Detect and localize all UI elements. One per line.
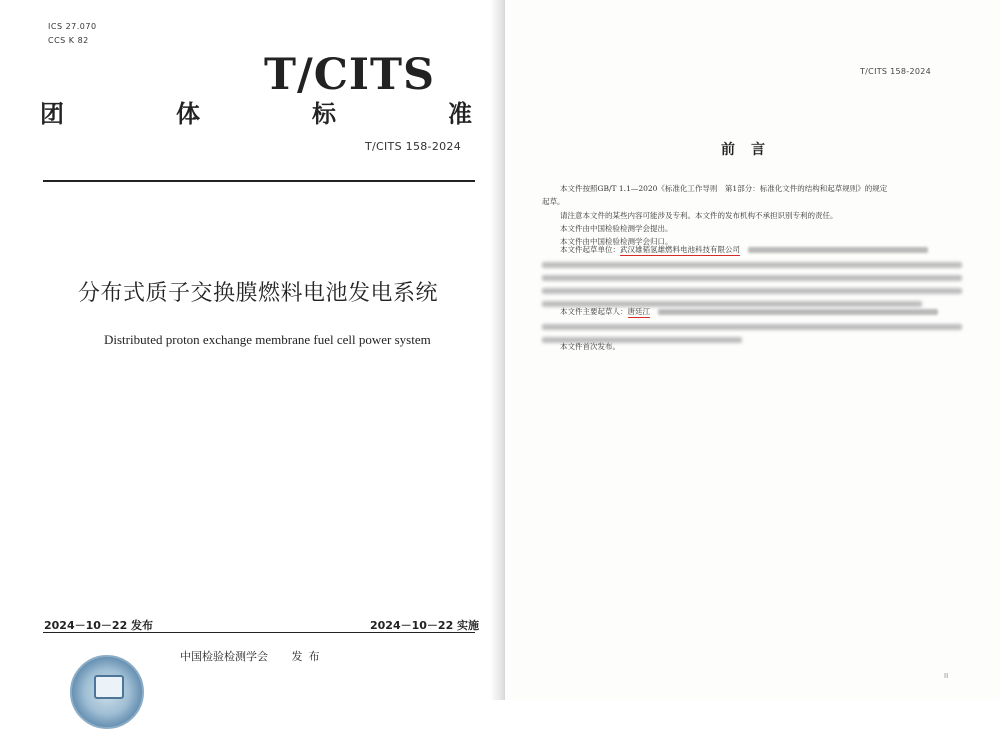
standard-type-heading	[40, 94, 472, 129]
drafters-line	[560, 306, 938, 317]
title-english: Distributed proton exchange membrane fuel cell power system	[104, 332, 431, 347]
publish-label: 发布	[291, 650, 326, 663]
redacted-line	[542, 262, 962, 268]
redacted-line	[542, 288, 962, 294]
certification-seal-icon	[70, 655, 144, 729]
drafting-unit-highlight: 武汉雄韬氢雄燃料电池科技有限公司	[620, 245, 740, 254]
publisher-name: 中国检验检测学会	[180, 650, 268, 663]
ccs-code: CCS K 82	[48, 36, 89, 45]
foreword-para-4: 本文件由中国检验检测学会归口。	[560, 237, 673, 246]
publish-date: 2024－10－22 发布	[44, 619, 154, 632]
foreword-para-3: 本文件由中国检验检测学会提出。	[560, 224, 673, 233]
foreword-para-2: 请注意本文件的某些内容可能涉及专利。本文件的发布机构不承担识别专利的责任。	[560, 211, 838, 220]
drafter-highlight: 唐廷江	[627, 307, 650, 316]
header-standard-number: T/CITS 158-2024	[860, 67, 932, 76]
standard-type-char: 团	[40, 100, 64, 128]
standard-type-char: 标	[312, 100, 336, 128]
implement-date: 2024－10－22 实施	[370, 619, 480, 632]
foreword-para-1b: 起草。	[542, 197, 565, 206]
foreword-title: 前言	[721, 142, 781, 158]
tcits-logo: T/CITS	[264, 50, 436, 100]
redacted-text	[748, 247, 928, 253]
standard-type-char: 准	[448, 100, 472, 128]
standard-number: T/CITS 158-2024	[365, 140, 462, 153]
drafting-units-label: 本文件起草单位：	[560, 245, 620, 254]
title-chinese: 分布式质子交换膜燃料电池发电系统	[78, 281, 439, 306]
left-page	[0, 0, 500, 700]
ics-code: ICS 27.070	[48, 22, 97, 31]
bottom-divider	[43, 632, 475, 633]
foreword-para-1a: 本文件按照GB/T 1.1—2020《标准化工作导则 第1部分：标准化文件的结构和起草规则》的规定	[560, 184, 888, 193]
redacted-line	[542, 324, 962, 330]
publisher	[180, 648, 326, 664]
first-release-note: 本文件首次发布。	[560, 342, 620, 351]
drafters-label: 本文件主要起草人：	[560, 307, 628, 316]
page-number: II	[944, 672, 949, 680]
standard-type-char: 体	[176, 100, 200, 128]
drafting-units-line	[560, 244, 928, 255]
redacted-line	[542, 275, 962, 281]
redacted-text	[658, 309, 938, 315]
top-divider	[43, 180, 475, 182]
